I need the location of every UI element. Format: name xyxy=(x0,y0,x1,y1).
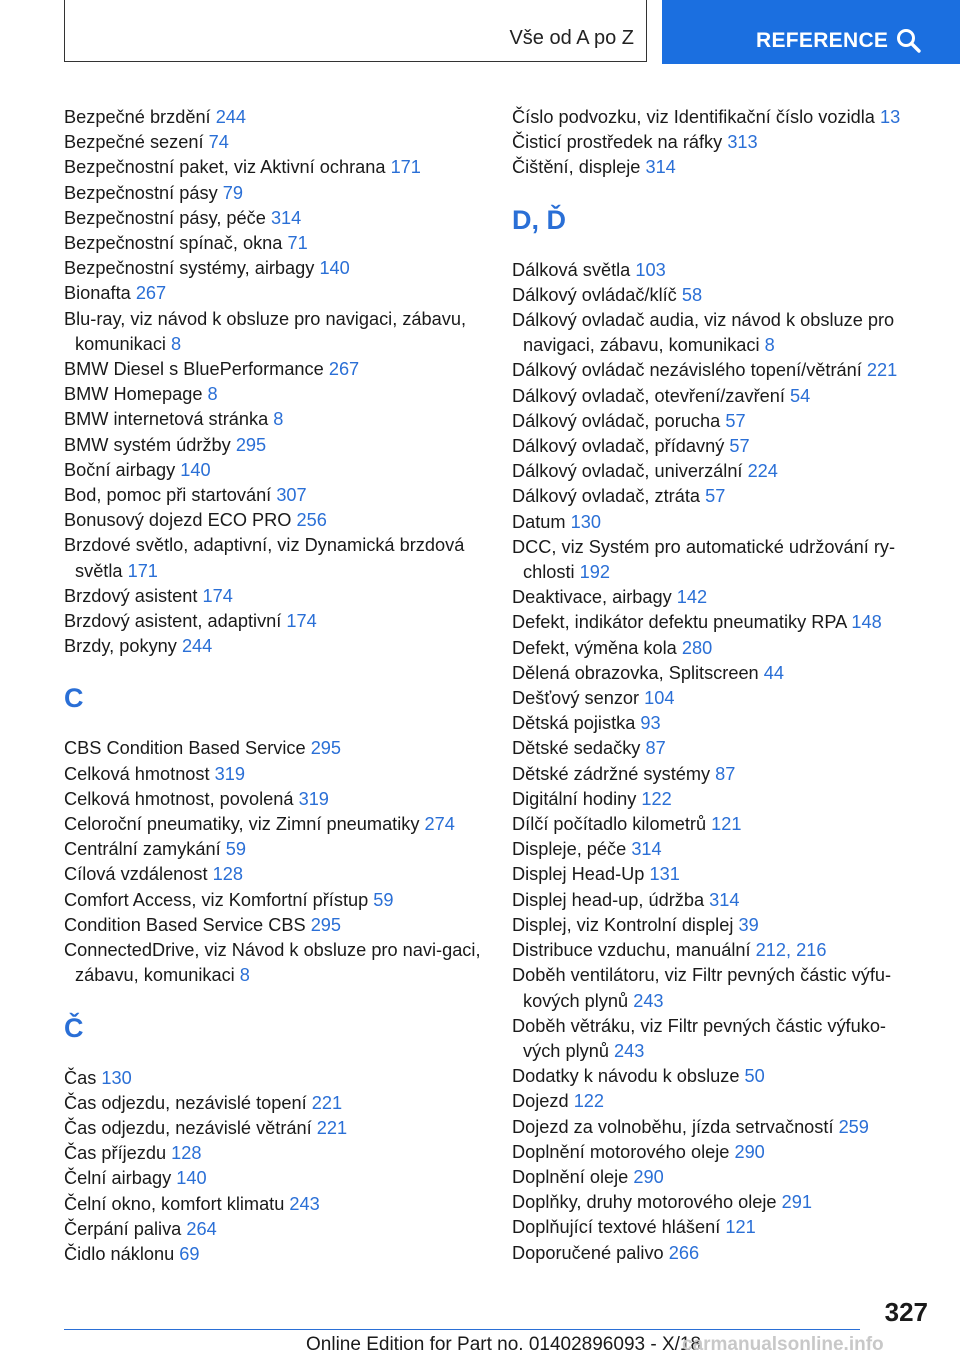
index-entry xyxy=(512,661,912,686)
entry-term: Dělená obrazovka, Splitscreen xyxy=(512,662,759,683)
index-entry xyxy=(512,913,912,938)
index-entry xyxy=(64,1217,484,1242)
index-entry xyxy=(64,155,484,180)
entry-term: Brzdový asistent, adaptivní xyxy=(64,611,282,632)
index-entry xyxy=(64,533,484,583)
page-reference-link[interactable]: 221 xyxy=(311,1092,343,1113)
entry-term: Doběh větráku, viz Filtr pevných částic výfuko-vých plynů xyxy=(512,1015,886,1061)
index-entry xyxy=(512,358,912,383)
page-reference-link[interactable]: 319 xyxy=(298,788,329,809)
entry-term: Doporučené palivo xyxy=(512,1242,664,1263)
entry-term: ConnectedDrive, viz Návod k obsluze pro navi-gaci, zábavu, komunikaci xyxy=(64,940,481,986)
edition-text: Online Edition for Part no. 01402896093 - X/18 xyxy=(306,1334,702,1355)
index-entry xyxy=(64,483,484,508)
page-reference-link[interactable]: 130 xyxy=(570,511,601,532)
page-reference-link[interactable]: 71 xyxy=(287,233,308,254)
index-entry xyxy=(512,888,912,913)
entry-term: Doběh ventilátoru, viz Filtr pevných částic výfu-kových plynů xyxy=(512,965,892,1011)
entry-term: Bionafta xyxy=(64,283,131,304)
entry-term: Dálkový ovládač, porucha xyxy=(512,410,721,431)
page-reference-link[interactable]: 280 xyxy=(681,637,713,658)
page-reference-link[interactable]: 142 xyxy=(676,587,708,608)
index-entry xyxy=(512,1215,912,1240)
entry-term: Dálkový ovladač, univerzální xyxy=(512,461,743,482)
entry-term: Čas odjezdu, nezávislé větrání xyxy=(64,1117,312,1138)
page-reference-link[interactable]: 128 xyxy=(212,864,243,885)
page-reference-link[interactable]: 221 xyxy=(866,360,898,381)
page-reference-link[interactable]: 267 xyxy=(135,283,167,304)
page-reference-link[interactable]: 295 xyxy=(235,434,267,455)
page-reference-link[interactable]: 243 xyxy=(614,1040,645,1061)
index-entry xyxy=(64,433,484,458)
index-entry xyxy=(64,938,484,988)
page-reference-link[interactable]: 131 xyxy=(649,864,680,885)
entry-term: Číslo podvozku, viz Identifikační číslo vozidla xyxy=(512,107,875,127)
index-entry xyxy=(64,609,484,634)
index-entry xyxy=(512,283,912,308)
page-reference-link[interactable]: 57 xyxy=(725,410,746,431)
page-reference-link[interactable]: 244 xyxy=(181,636,213,657)
page-reference-link[interactable]: 140 xyxy=(180,459,211,480)
index-entry xyxy=(512,308,912,358)
page-reference-link[interactable]: 128 xyxy=(171,1143,202,1164)
index-entry xyxy=(64,812,484,837)
entry-term: BMW systém údržby xyxy=(64,434,231,455)
index-entry xyxy=(512,459,912,484)
index-entry xyxy=(512,1241,912,1266)
index-entry xyxy=(512,812,912,837)
page-reference-link[interactable]: 103 xyxy=(635,259,666,280)
index-entry xyxy=(512,510,912,535)
page-reference-link[interactable]: 54 xyxy=(790,385,811,406)
index-entry xyxy=(64,357,484,382)
page-reference-link[interactable]: 224 xyxy=(747,461,778,482)
section-tab xyxy=(64,0,647,62)
index-entry xyxy=(512,610,912,635)
entry-term: Doplňující textové hlášení xyxy=(512,1217,721,1238)
entry-term: Čas příjezdu xyxy=(64,1143,167,1164)
page-reference-link[interactable]: 57 xyxy=(705,486,726,507)
entry-term: BMW Homepage xyxy=(64,384,203,405)
index-entry xyxy=(64,458,484,483)
index-entry xyxy=(512,585,912,610)
entry-term: Digitální hodiny xyxy=(512,788,637,809)
entry-term: Blu-ray, viz návod k obsluze pro navigaci, zábavu, komunikaci xyxy=(64,308,467,354)
page-number: 327 xyxy=(884,1297,928,1327)
index-entry xyxy=(64,256,484,281)
entry-term: CBS Condition Based Service xyxy=(64,738,306,759)
entry-term: BMW Diesel s BluePerformance xyxy=(64,359,324,380)
entry-term: Doplnění oleje xyxy=(512,1166,629,1187)
page-reference-link[interactable]: 104 xyxy=(644,688,675,709)
index-entry xyxy=(64,787,484,812)
chapter-label: REFERENCE xyxy=(756,29,889,52)
page-reference-link[interactable]: 122 xyxy=(573,1091,605,1112)
index-entry xyxy=(64,1166,484,1191)
index-entry xyxy=(64,382,484,407)
page-reference-link[interactable]: 267 xyxy=(328,359,360,380)
entry-term: Čelní airbagy xyxy=(64,1168,172,1189)
entry-term: Brzdy, pokyny xyxy=(64,636,177,657)
entry-term: BMW internetová stránka xyxy=(64,409,269,430)
entry-term: Dojezd xyxy=(512,1091,569,1112)
page-reference-link[interactable]: 69 xyxy=(179,1243,200,1264)
index-entry xyxy=(64,231,484,256)
page-reference-link[interactable]: 13 xyxy=(879,107,901,127)
entry-term: Celková hmotnost xyxy=(64,763,210,784)
index-entry xyxy=(512,1115,912,1140)
page-reference-link[interactable]: 121 xyxy=(725,1217,756,1238)
page-reference-link[interactable]: 140 xyxy=(176,1168,207,1189)
page-reference-link[interactable]: 57 xyxy=(729,436,750,457)
page-reference-link[interactable]: 39 xyxy=(738,914,759,935)
index-entry xyxy=(64,508,484,533)
page-reference-link[interactable]: 8 xyxy=(207,384,218,405)
page-reference-link[interactable]: 243 xyxy=(633,990,664,1011)
entry-term: Čištění, displeje xyxy=(512,157,641,178)
index-entry xyxy=(64,888,484,913)
page-reference-link[interactable]: 171 xyxy=(390,157,421,178)
entry-term: Distribuce vzduchu, manuální xyxy=(512,940,751,961)
entry-term: Čerpání paliva xyxy=(64,1218,182,1239)
page-reference-link[interactable]: 122 xyxy=(641,788,672,809)
index-column-right xyxy=(512,105,912,1266)
entry-term: Comfort Access, viz Komfortní přístup xyxy=(64,889,369,910)
entry-term: Dálkový ovladač, otevření/zavření xyxy=(512,385,785,406)
entry-term: Defekt, indikátor defektu pneumatiky RPA xyxy=(512,612,847,633)
footer-divider xyxy=(64,1329,860,1330)
index-entry xyxy=(512,105,912,130)
page-reference-link[interactable]: 319 xyxy=(214,763,245,784)
index-entry xyxy=(64,1141,484,1166)
index-entry xyxy=(64,1242,484,1267)
index-entry xyxy=(64,206,484,231)
page-reference-link[interactable]: 140 xyxy=(319,258,350,279)
entry-term: Displej Head-Up xyxy=(512,864,645,885)
entry-term: Bezpečné sezení xyxy=(64,132,204,153)
index-entry xyxy=(512,258,912,283)
page-reference-link[interactable]: 244 xyxy=(215,107,247,127)
entry-term: Celoroční pneumatiky, viz Zimní pneumatiky xyxy=(64,814,420,835)
page-reference-link[interactable]: 174 xyxy=(286,611,317,632)
index-entry xyxy=(64,736,484,761)
entry-term: Bonusový dojezd ECO PRO xyxy=(64,510,292,531)
search-icon[interactable] xyxy=(896,28,922,59)
page-reference-link[interactable]: 314 xyxy=(631,839,662,860)
entry-term: Centrální zamykání xyxy=(64,839,221,860)
index-entry xyxy=(64,913,484,938)
index-entry xyxy=(512,1014,912,1064)
page-reference-link[interactable]: 79 xyxy=(222,182,243,203)
index-entry xyxy=(64,762,484,787)
entry-term: Condition Based Service CBS xyxy=(64,914,306,935)
page-reference-link[interactable]: 274 xyxy=(424,814,455,835)
entry-term: Displeje, péče xyxy=(512,839,627,860)
page-reference-link[interactable]: 295 xyxy=(310,738,342,759)
page-reference-link[interactable]: 212, 216 xyxy=(755,940,827,961)
entry-term: Datum xyxy=(512,511,566,532)
page-reference-link[interactable]: 87 xyxy=(715,763,736,784)
page-reference-link[interactable]: 130 xyxy=(101,1067,132,1088)
page-reference-link[interactable]: 8 xyxy=(764,335,775,356)
page-reference-link[interactable]: 295 xyxy=(310,914,342,935)
index-entry xyxy=(512,1064,912,1089)
page-reference-link[interactable]: 87 xyxy=(645,738,666,759)
index-entry xyxy=(64,105,484,130)
index-entry xyxy=(512,1165,912,1190)
section-letter-heading: Č xyxy=(64,1012,84,1043)
section-letter-heading: C xyxy=(64,683,84,714)
section-letter-heading: D, Ď xyxy=(512,204,566,235)
index-entry xyxy=(512,837,912,862)
index-column-left xyxy=(64,105,484,1267)
page-reference-link[interactable]: 8 xyxy=(171,333,182,354)
entry-term: Dálková světla xyxy=(512,259,631,280)
entry-term: Dílčí počítadlo kilometrů xyxy=(512,814,707,835)
index-entry xyxy=(64,1192,484,1217)
index-entry xyxy=(64,837,484,862)
page-reference-link[interactable]: 44 xyxy=(763,662,784,683)
watermark: carmanualsonline.info xyxy=(682,1334,884,1355)
section-title: Vše od A po Z xyxy=(509,27,634,49)
page-reference-link[interactable]: 74 xyxy=(208,132,229,153)
page-reference-link[interactable]: 266 xyxy=(668,1242,700,1263)
index-entry xyxy=(512,736,912,761)
entry-term: Deaktivace, airbagy xyxy=(512,587,672,608)
entry-term: Brzdový asistent xyxy=(64,585,198,606)
index-entry xyxy=(512,130,912,155)
index-entry xyxy=(512,787,912,812)
entry-term: Čas odjezdu, nezávislé topení xyxy=(64,1092,307,1113)
index-entry xyxy=(64,1116,484,1141)
entry-term: Celková hmotnost, povolená xyxy=(64,788,294,809)
entry-term: Dětské sedačky xyxy=(512,738,641,759)
index-entry xyxy=(512,484,912,509)
index-entry xyxy=(512,711,912,736)
entry-term: Bezpečnostní systémy, airbagy xyxy=(64,258,315,279)
page-reference-link[interactable]: 314 xyxy=(270,207,302,228)
entry-term: Dodatky k návodu k obsluze xyxy=(512,1066,740,1087)
page-reference-link[interactable]: 314 xyxy=(645,157,676,178)
page-reference-link[interactable]: 313 xyxy=(727,132,758,153)
page-reference-link[interactable]: 259 xyxy=(838,1116,869,1137)
page-reference-link[interactable]: 171 xyxy=(127,560,158,581)
entry-term: Bezpečnostní paket, viz Aktivní ochrana xyxy=(64,157,386,178)
page-reference-link[interactable]: 290 xyxy=(633,1166,664,1187)
entry-term: Čelní okno, komfort klimatu xyxy=(64,1193,285,1214)
entry-term: Dojezd za volnoběhu, jízda setrvačností xyxy=(512,1116,834,1137)
entry-term: Bezpečnostní pásy xyxy=(64,182,218,203)
page-reference-link[interactable]: 192 xyxy=(579,562,610,583)
index-entry xyxy=(512,384,912,409)
page-reference-link[interactable]: 307 xyxy=(276,485,307,506)
index-entry xyxy=(64,1066,484,1091)
index-entry xyxy=(512,1190,912,1215)
page-reference-link[interactable]: 59 xyxy=(373,889,394,910)
entry-term: Dálkový ovladač, přídavný xyxy=(512,436,725,457)
chapter-tab[interactable] xyxy=(662,0,960,64)
entry-term: Dálkový ovládač/klíč xyxy=(512,284,677,305)
page-reference-link[interactable]: 291 xyxy=(781,1192,812,1213)
page-reference-link[interactable]: 148 xyxy=(851,612,882,633)
page-reference-link[interactable]: 314 xyxy=(709,889,740,910)
entry-term: Defekt, výměna kola xyxy=(512,637,677,658)
entry-term: Bod, pomoc při startování xyxy=(64,485,272,506)
index-entry xyxy=(64,862,484,887)
index-entry xyxy=(64,1091,484,1116)
index-entry xyxy=(64,407,484,432)
entry-term: Dálkový ovládač nezávislého topení/větrání xyxy=(512,360,862,381)
index-entry xyxy=(512,686,912,711)
page-reference-link[interactable]: 59 xyxy=(225,839,246,860)
entry-term: Dálkový ovladač audia, viz návod k obsluze pro navigaci, zábavu, komunikaci xyxy=(512,310,895,356)
index-entry xyxy=(512,409,912,434)
index-entry xyxy=(64,584,484,609)
entry-term: Bezpečnostní spínač, okna xyxy=(64,233,283,254)
page-reference-link[interactable]: 174 xyxy=(202,585,233,606)
page-reference-link[interactable]: 8 xyxy=(273,409,284,430)
entry-term: Displej, viz Kontrolní displej xyxy=(512,914,734,935)
index-entry xyxy=(512,434,912,459)
page-reference-link[interactable]: 290 xyxy=(734,1141,765,1162)
entry-term: Čas xyxy=(64,1067,97,1088)
page-reference-link[interactable]: 50 xyxy=(744,1066,765,1087)
entry-term: Doplnění motorového oleje xyxy=(512,1141,730,1162)
page-reference-link[interactable]: 243 xyxy=(289,1193,320,1214)
index-entry xyxy=(512,938,912,963)
page-reference-link[interactable]: 256 xyxy=(296,510,327,531)
entry-term: Cílová vzdálenost xyxy=(64,864,208,885)
index-entry xyxy=(64,307,484,357)
page-reference-link[interactable]: 8 xyxy=(239,965,250,986)
page-reference-link[interactable]: 264 xyxy=(186,1218,217,1239)
entry-term: Čidlo náklonu xyxy=(64,1243,175,1264)
index-entry xyxy=(512,862,912,887)
entry-term: Bezpečné brzdění xyxy=(64,107,211,127)
index-entry xyxy=(512,762,912,787)
index-entry xyxy=(512,1089,912,1114)
entry-term: Boční airbagy xyxy=(64,459,176,480)
index-entry xyxy=(64,634,484,659)
index-entry xyxy=(512,963,912,1013)
entry-term: Doplňky, druhy motorového oleje xyxy=(512,1192,777,1213)
page-reference-link[interactable]: 93 xyxy=(640,713,661,734)
entry-term: Bezpečnostní pásy, péče xyxy=(64,207,266,228)
index-entry xyxy=(64,130,484,155)
page-reference-link[interactable]: 58 xyxy=(681,284,703,305)
index-entry xyxy=(64,281,484,306)
page-reference-link[interactable]: 121 xyxy=(711,814,742,835)
entry-term: Brzdové světlo, adaptivní, viz Dynamická brzdová světla xyxy=(64,535,465,581)
index-entry xyxy=(64,181,484,206)
entry-term: Čisticí prostředek na ráfky xyxy=(512,132,723,153)
entry-term: Dětské zádržné systémy xyxy=(512,763,711,784)
entry-term: Displej head-up, údržba xyxy=(512,889,705,910)
index-entry xyxy=(512,535,912,585)
entry-term: Dálkový ovladač, ztráta xyxy=(512,486,701,507)
index-entry xyxy=(512,1140,912,1165)
entry-term: Dešťový senzor xyxy=(512,688,640,709)
entry-term: Dětská pojistka xyxy=(512,713,636,734)
index-entry xyxy=(512,155,912,180)
entry-term: DCC, viz Systém pro automatické udržování ry-chlosti xyxy=(512,536,896,583)
index-entry xyxy=(512,636,912,661)
page-reference-link[interactable]: 221 xyxy=(316,1117,348,1138)
